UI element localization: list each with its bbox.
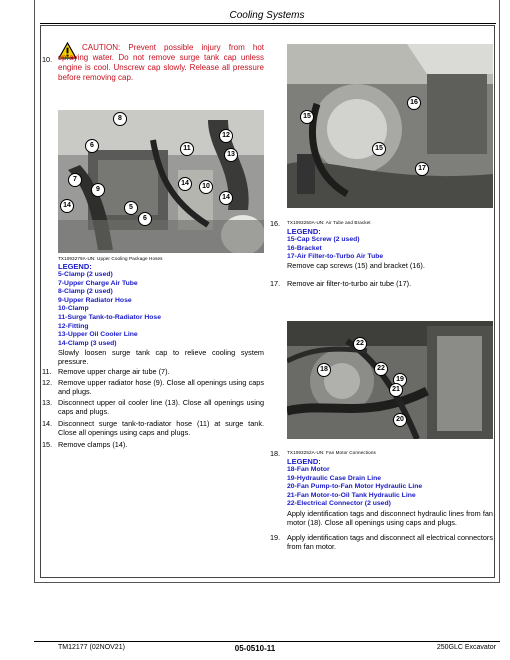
callout-18: 18 bbox=[317, 363, 331, 377]
callout-5: 5 bbox=[124, 201, 138, 215]
legend-item: 7-Upper Charge Air Tube bbox=[58, 279, 138, 287]
figure1-id: TX1093279A-UN: Upper Cooling Package Hoses bbox=[58, 256, 163, 261]
caution-title: CAUTION: bbox=[82, 43, 121, 52]
legend-item: 11-Surge Tank-to-Radiator Hose bbox=[58, 313, 161, 321]
step-text: Remove upper radiator hose (9). Close all openings using caps and plugs. bbox=[58, 378, 264, 396]
callout-22-b: 22 bbox=[374, 362, 388, 376]
legend-item: 22-Electrical Connector (2 used) bbox=[287, 500, 391, 508]
callout-14-c: 14 bbox=[60, 199, 74, 213]
step-number: 12. bbox=[42, 378, 53, 387]
callout-19: 19 bbox=[393, 373, 407, 387]
step-text: Disconnect upper oil cooler line (13). Close all openings using caps and plugs. bbox=[58, 398, 264, 416]
callout-15-a: 15 bbox=[300, 110, 314, 124]
photo-drawing bbox=[287, 44, 493, 208]
step-number: 15. bbox=[42, 440, 53, 449]
legend-item: 12-Fitting bbox=[58, 322, 89, 330]
callout-14-b: 14 bbox=[219, 191, 233, 205]
figure2-note: Remove cap screws (15) and bracket (16). bbox=[287, 261, 425, 270]
figure1-legend bbox=[58, 271, 161, 348]
footer-page-number: 05-0510-11 bbox=[234, 644, 276, 653]
step-number: 13. bbox=[42, 398, 53, 407]
figure3-note: Apply identification tags and disconnect hydraulic lines from fan motor (18). Close all openings using caps and plugs. bbox=[287, 509, 493, 527]
callout-10: 10 bbox=[199, 180, 213, 194]
step-text: Remove air filter-to-turbo air tube (17). bbox=[287, 279, 412, 288]
legend-item: 18-Fan Motor bbox=[287, 466, 330, 473]
figure2-legend-title: LEGEND: bbox=[287, 227, 321, 236]
callout-15-b: 15 bbox=[372, 142, 386, 156]
legend-item: 14-Clamp (3 used) bbox=[58, 339, 117, 347]
callout-13: 13 bbox=[224, 148, 238, 162]
legend-item: 19-Hydraulic Case Drain Line bbox=[287, 474, 382, 482]
callout-11: 11 bbox=[180, 142, 194, 156]
footer-rule bbox=[34, 641, 500, 642]
step-number: 10. bbox=[42, 55, 53, 64]
figure2-legend bbox=[287, 236, 383, 262]
figure3-legend bbox=[287, 466, 422, 509]
callout-9: 9 bbox=[91, 183, 105, 197]
photo-drawing bbox=[287, 321, 493, 439]
air-tube-bracket-photo bbox=[287, 44, 493, 208]
legend-item: 9-Upper Radiator Hose bbox=[58, 296, 132, 304]
legend-item: 20-Fan Pump-to-Fan Motor Hydraulic Line bbox=[287, 483, 423, 491]
callout-17: 17 bbox=[415, 162, 429, 176]
legend-item: 16-Bracket bbox=[287, 244, 322, 252]
step-number: 16. bbox=[270, 219, 281, 228]
figure3-id: TX1093252A-UN: Fan Motor Connections bbox=[287, 450, 376, 455]
legend-item: 13-Upper Oil Cooler Line bbox=[58, 331, 138, 339]
callout-21: 21 bbox=[389, 383, 403, 397]
callout-14-a: 14 bbox=[178, 177, 192, 191]
callout-22-a: 22 bbox=[353, 337, 367, 351]
legend-item: 5-Clamp (2 used) bbox=[58, 271, 113, 278]
callout-12: 12 bbox=[219, 129, 233, 143]
figure1-legend-title: LEGEND: bbox=[58, 262, 92, 271]
step-text: Apply identification tags and disconnect all electrical connectors from fan motor. bbox=[287, 533, 493, 551]
figure3-legend-title: LEGEND: bbox=[287, 457, 321, 466]
step-number: 14. bbox=[42, 419, 53, 428]
callout-6: 6 bbox=[85, 139, 99, 153]
legend-item: 8-Clamp (2 used) bbox=[58, 288, 113, 296]
step-number: 18. bbox=[270, 449, 281, 458]
step-text: Remove upper charge air tube (7). bbox=[58, 367, 170, 376]
legend-item: 17-Air Filter-to-Turbo Air Tube bbox=[287, 253, 384, 261]
step-number: 17. bbox=[270, 279, 281, 288]
caution-block bbox=[58, 43, 264, 83]
callout-20: 20 bbox=[393, 413, 407, 427]
legend-item: 10-Clamp bbox=[58, 305, 89, 313]
upper-cooling-package-photo bbox=[58, 110, 264, 253]
callout-7: 7 bbox=[68, 173, 82, 187]
callout-6-b: 6 bbox=[138, 212, 152, 226]
legend-item: 15-Cap Screw (2 used) bbox=[287, 236, 360, 243]
header-rule bbox=[40, 23, 496, 24]
page-title: Cooling Systems bbox=[229, 10, 305, 21]
photo-drawing bbox=[58, 110, 264, 253]
footer-doc-id: TM12177 (02NOV21) bbox=[58, 644, 125, 651]
fan-motor-connections-photo bbox=[287, 321, 493, 439]
figure2-id: TX1093250A-UN: Air Tube and Bracket bbox=[287, 220, 371, 225]
callout-16: 16 bbox=[407, 96, 421, 110]
step-text: Remove clamps (14). bbox=[58, 440, 128, 449]
figure1-note: Slowly loosen surge tank cap to relieve cooling system pressure. bbox=[58, 348, 264, 366]
step-number: 11. bbox=[42, 367, 52, 376]
caution-text: Prevent possible injury from hot spraying water. Do not remove surge tank cap unless engine is cool. Unscrew cap slowly. Release all pressure before removing cap. bbox=[58, 43, 264, 82]
legend-item: 21-Fan Motor-to-Oil Tank Hydraulic Line bbox=[287, 491, 416, 499]
callout-8: 8 bbox=[113, 112, 127, 126]
step-text: Disconnect surge tank-to-radiator hose (11) at surge tank. Close all openings using caps and plugs. bbox=[58, 419, 264, 437]
step-number: 19. bbox=[270, 533, 281, 542]
footer-model: 250GLC Excavator bbox=[436, 644, 496, 651]
